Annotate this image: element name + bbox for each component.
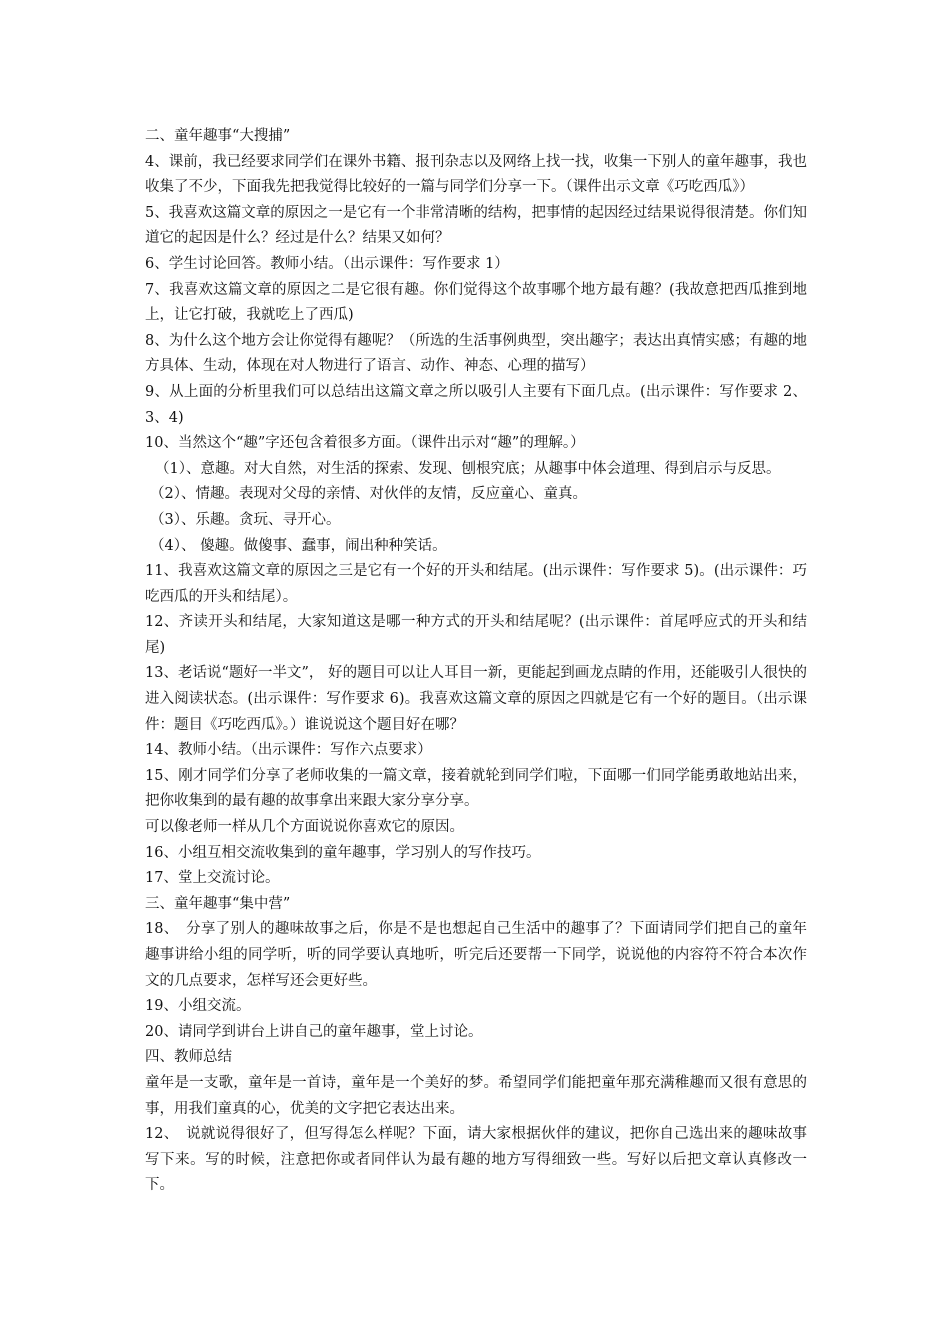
- paragraph: 12、齐读开头和结尾，大家知道这是哪一种方式的开头和结尾呢？(出示课件：首尾呼应式的开头和结尾): [145, 614, 807, 656]
- paragraph: 5、我喜欢这篇文章的原因之一是它有一个非常清晰的结构，把事情的起因经过结果说得很清楚。你们知道它的起因是什么？经过是什么？结果又如何？: [145, 204, 807, 247]
- paragraph: 9、从上面的分析里我们可以总结出这篇文章之所以吸引人主要有下面几点。(出示课件：写作要求 2、3、4): [145, 383, 807, 426]
- paragraph: 17、堂上交流讨论。: [145, 870, 280, 887]
- section-heading: 二、童年趣事“大搜捕”: [145, 128, 291, 144]
- paragraph: 19、小组交流。: [145, 998, 251, 1015]
- paragraph: 11、我喜欢这篇文章的原因之三是它有一个好的开头和结尾。(出示课件：写作要求 5)。(出示课件：巧吃西瓜的开头和结尾）。: [145, 563, 807, 605]
- paragraph: 20、请同学到讲台上讲自己的童年趣事，堂上讨论。: [145, 1023, 483, 1040]
- section-heading: 四、教师总结: [145, 1049, 232, 1066]
- paragraph: 4、课前，我已经要求同学们在课外书籍、报刊杂志以及网络上找一找，收集一下别人的童年趣事，我也收集了不少，下面我先把我觉得比较好的一篇与同学们分享一下。（课件出示文章《巧吃西瓜》）: [145, 153, 807, 196]
- list-item: （3）、乐趣。贪玩、寻开心。: [150, 511, 341, 528]
- paragraph: 童年是一支歌，童年是一首诗，童年是一个美好的梦。希望同学们能把童年那充满稚趣而又很有意思的事，用我们童真的心，优美的文字把它表达出来。: [145, 1074, 807, 1117]
- paragraph: 可以像老师一样从几个方面说说你喜欢它的原因。: [145, 819, 464, 836]
- paragraph: 18、 分享了别人的趣味故事之后，你是不是也想起自己生活中的趣事了？下面请同学们把自己的童年趣事讲给小组的同学听，听的同学要认真地听，听完后还要帮一下同学，说说他的内容符不符合本次作文的几点要求，怎样写还会更好些。: [145, 921, 807, 989]
- paragraph: 16、小组互相交流收集到的童年趣事，学习别人的写作技巧。: [145, 844, 541, 861]
- paragraph: 14、教师小结。（出示课件：写作六点要求）: [145, 742, 432, 759]
- document-body: [145, 124, 807, 1199]
- list-item: （1）、意趣。对大自然，对生活的探索、发现、刨根究底；从趣事中体会道理、得到启示与反思。: [155, 460, 781, 477]
- paragraph: 10、当然这个“趣”字还包含着很多方面。（课件出示对“趣”的理解。）: [145, 435, 585, 452]
- paragraph: 6、学生讨论回答。教师小结。（出示课件：写作要求 1）: [145, 255, 509, 272]
- list-item: （4）、 傻趣。做傻事、蠢事，闹出种种笑话。: [150, 537, 447, 554]
- paragraph: 8、为什么这个地方会让你觉得有趣呢？（所选的生活事例典型，突出趣字；表达出真情实感；有趣的地方具体、生动，体现在对人物进行了语言、动作、神态、心理的描写）: [145, 332, 807, 375]
- paragraph: 7、我喜欢这篇文章的原因之二是它很有趣。你们觉得这个故事哪个地方最有趣？(我故意把西瓜推到地上，让它打破，我就吃上了西瓜): [145, 281, 807, 324]
- paragraph: 15、刚才同学们分享了老师收集的一篇文章，接着就轮到同学们啦，下面哪一们同学能勇敢地站出来，把你收集到的最有趣的故事拿出来跟大家分享分享。: [145, 767, 807, 810]
- list-item: （2）、情趣。表现对父母的亲情、对伙伴的友情，反应童心、童真。: [150, 486, 587, 503]
- section-heading: 三、童年趣事“集中营”: [145, 895, 291, 912]
- paragraph: 13、老话说“题好一半文”， 好的题目可以让人耳目一新，更能起到画龙点睛的作用，还能吸引人很快的进入阅读状态。(出示课件：写作要求 6)。我喜欢这篇文章的原因之四就是它有一个好的题目。（出示课件：题目《巧吃西瓜》。）谁说说这个题目好在哪？: [145, 665, 807, 733]
- paragraph: 12、 说就说得很好了，但写得怎么样呢？下面，请大家根据伙伴的建议，把你自己选出来的趣味故事写下来。写的时候，注意把你或者同伴认为最有趣的地方写得细致一些。写好以后把文章认真修改一下。: [145, 1126, 807, 1194]
